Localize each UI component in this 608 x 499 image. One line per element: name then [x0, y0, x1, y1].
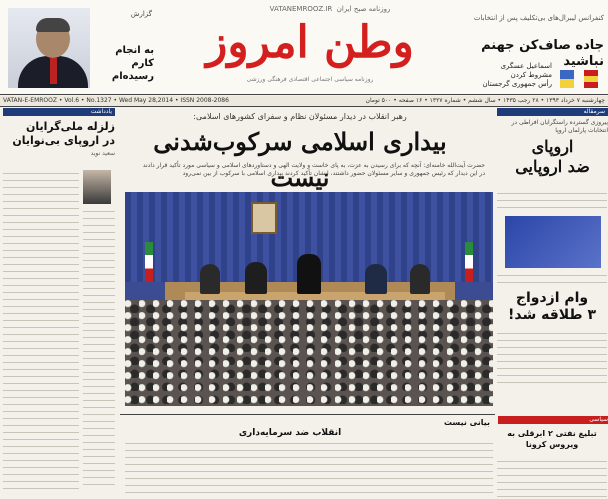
logo-subtitle: روزنامه سیاسی اجتماعی اقتصادی فرهنگی ورزشی	[246, 76, 374, 83]
left-section-bar: یادداشت	[3, 108, 115, 116]
top-left-headline-line1: به انجام کارم	[115, 45, 154, 69]
author-photo	[83, 170, 111, 204]
main-lead-line1: حضرت آیت‌الله خامنه‌ای: آنچه که برای رسیدن به عزت، به پای خاست و ولایت الهی و دستاوردهای اسلامی و سیاسی مورد تأکید قرار دادند	[142, 162, 485, 169]
left-headline	[3, 120, 115, 148]
portrait-hair	[36, 18, 70, 32]
iran-flag-left-icon	[145, 242, 153, 282]
top-left-kicker: گزارش	[130, 10, 152, 18]
top-right-headline: جاده صاف‌کن جهنم نباشید	[481, 38, 604, 69]
right-headline	[497, 137, 608, 177]
right-headline-line1: اروپای	[531, 137, 574, 156]
right-body-text-4	[497, 458, 607, 498]
main-headline: بیداری اسلامی سرکوب‌شدنی نیست	[153, 127, 447, 192]
left-author: سعید نوید	[90, 150, 115, 157]
left-headline-line1: زلزله ملی‌گرایان	[25, 120, 115, 133]
top-right-box-line3: رأس جمهوری گرجستان	[482, 80, 552, 88]
portrait-tie	[50, 58, 57, 84]
bottom-rule	[120, 414, 495, 415]
stage-figure-1	[200, 264, 220, 294]
tagline-text: روزنامه صبح ایران	[336, 5, 391, 13]
stage-figure-2	[245, 262, 267, 294]
bottom-headline-right: بیانی نیست	[443, 418, 490, 427]
top-left-headline-line2: رسیده‌ام	[111, 71, 154, 82]
main-lead	[125, 162, 485, 184]
right-body-text-2	[497, 272, 607, 288]
stage-figure-3	[297, 254, 321, 294]
iran-flag-right-icon	[465, 242, 473, 282]
left-column	[3, 108, 115, 499]
main-photo	[125, 192, 493, 406]
eu-flag-photo	[505, 216, 601, 268]
stage-figure-5	[410, 264, 430, 294]
dateline-left: VATAN-E-EMROOZ • Vol.6 • No.1327 • Wed May 28,2014 • ISSN 2008-2086	[3, 97, 229, 104]
photo-crowd	[125, 300, 493, 406]
dateline	[0, 96, 608, 106]
second-headline	[500, 290, 604, 324]
second-headline-line1: وام ازدواج	[515, 290, 589, 306]
right-column	[497, 108, 608, 499]
spain-flag-icon	[584, 70, 598, 88]
bottom-headline-left: انقلاب ضد سرمایه‌داری	[238, 428, 342, 438]
portrait-frame	[251, 202, 277, 234]
dateline-rule	[0, 106, 608, 107]
right-section-bar: سرمقاله	[497, 108, 608, 116]
bottom-right-section: سیاسی	[498, 416, 608, 424]
left-body-text-2	[83, 208, 115, 490]
second-headline-line2: ۳ طلاقه شد!	[507, 307, 596, 323]
stage-figure-4	[365, 264, 387, 294]
bottom-right-item: تبلیغ نفتی ۲ ابرقلی به ویروس کرونا	[507, 429, 597, 449]
masthead-rule	[0, 94, 608, 95]
main-lead-line2: در این دیدار که رئیس جمهوری و سایر مسئولان حضور داشتند، ایشان تأکید کردند بیداری اسلامی با سرکوب از بین نمی‌رود	[182, 170, 485, 177]
top-right-box-line2: مشروط کردن	[510, 71, 552, 79]
bottom-body-text	[125, 440, 493, 498]
right-body-text	[497, 190, 607, 212]
right-body-text-3	[497, 330, 607, 384]
right-kicker: پیروزی گسترده راستگرایان افراطی در انتخابات پارلمان اروپا	[511, 119, 608, 134]
top-right-box-line1: اسماعیل عسگری	[500, 62, 552, 70]
ukraine-flag-bottom	[560, 79, 574, 88]
top-right-kicker: کنفرانس لیبرال‌های بی‌تکلیف پس از انتخابات	[473, 14, 604, 22]
right-headline-line2: ضد اروپایی	[515, 157, 590, 176]
main-supertitle: رهبر انقلاب در دیدار مسئولان نظام و سفرای کشورهای اسلامی:	[193, 112, 407, 121]
left-body-text	[3, 170, 79, 490]
top-left-headline	[92, 44, 154, 83]
portrait-photo	[8, 8, 90, 88]
ukraine-flag-icon	[560, 70, 574, 79]
left-headline-line2: در اروپای بی‌نوایان	[12, 134, 115, 147]
dateline-right: چهارشنبه ۷ خرداد ۱۳۹۳ • ۲۸ رجب ۱۴۳۵ • سال ششم • شماره ۱۳۲۷ • ۱۶ صفحه • ۵۰۰ تومان	[365, 97, 605, 104]
top-right-box-text	[470, 62, 552, 89]
website-text: VATANEMROOZ.IR	[269, 5, 333, 13]
newspaper-logo: وطن امروز	[206, 17, 414, 68]
